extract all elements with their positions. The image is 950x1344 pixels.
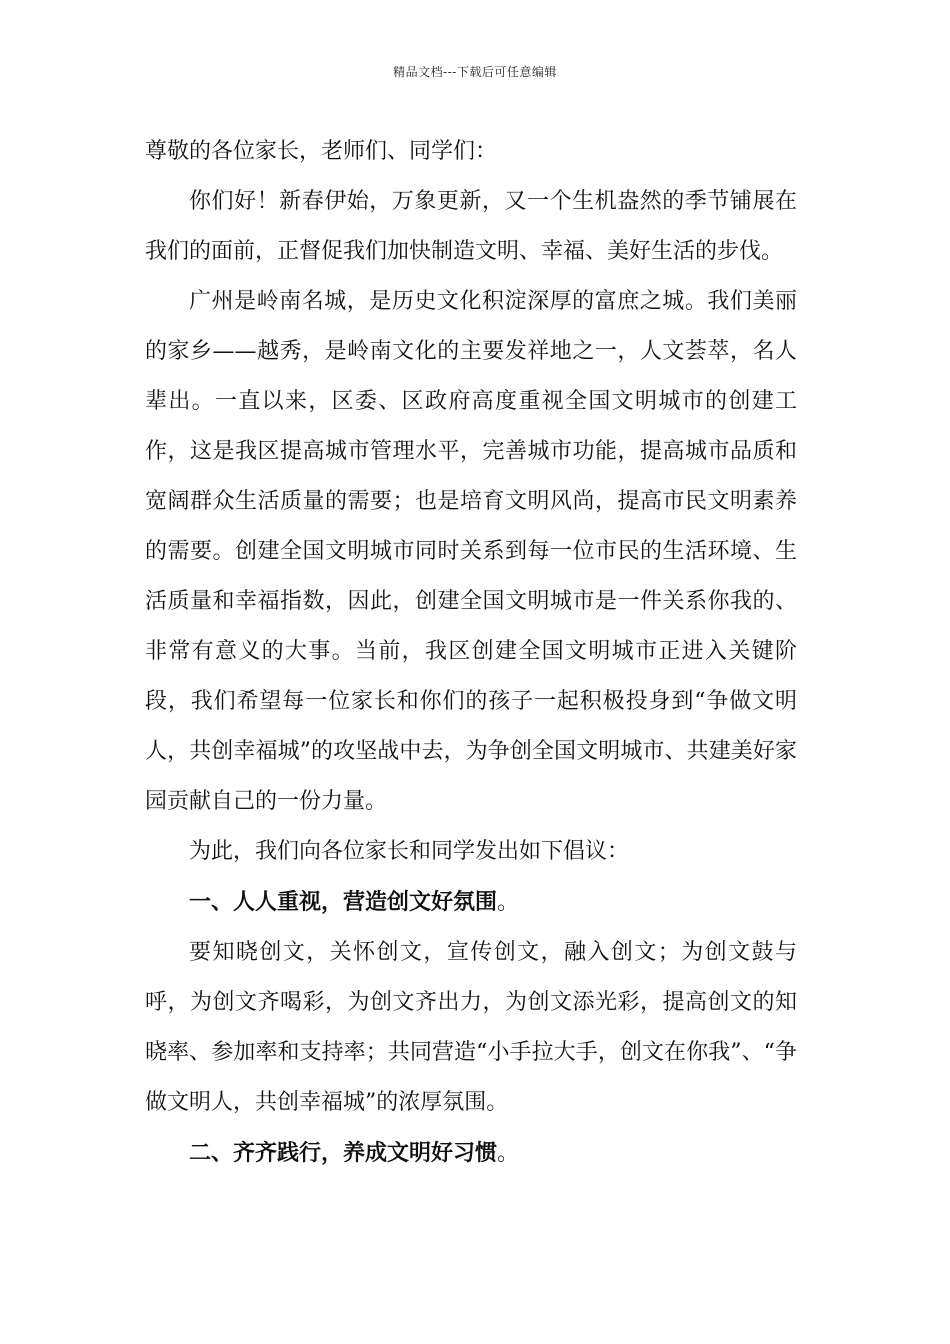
paragraph-guangzhou: 广州是岭南名城，是历史文化积淀深厚的富庶之城。我们美丽的家乡——越秀，是岭南文化的主要发祥地之一，人文荟萃，名人辈出。一直以来，区委、区政府高度重视全国文明城市的创建工作，这是我区提高城市管理水平，完善城市功能，提高城市品质和宽阔群众生活质量的需要；也是培育文明风尚，提高市民文明素养的需要。创建全国文明城市同时关系到每一位市民的生活环境、生活质量和幸福指数，因此，创建全国文明城市是一件关系你我的、非常有意义的大事。当前，我区创建全国文明城市正进入关键阶段，我们希望每一位家长和你们的孩子一起积极投身到“争做文明人，共创幸福城”的攻坚战中去，为争创全国文明城市、共建美好家园贡献自己的一份力量。 xyxy=(145,289,797,814)
paragraph-greeting: 你们好！新春伊始，万象更新，又一个生机盎然的季节铺展在我们的面前，正督促我们加快制造文明、幸福、美好生活的步伐。 xyxy=(145,189,797,264)
section-heading-2 xyxy=(145,1128,797,1179)
paragraph-section-1: 要知晓创文，关怀创文，宣传创文，融入创文；为创文鼓与呼，为创文齐喝彩，为创文齐出力，为创文添光彩，提高创文的知晓率、参加率和支持率；共同营造“小手拉大手，创文在你我”、“争做文明人，共创幸福城”的浓厚氛围。 xyxy=(145,940,797,1115)
section-heading-1-period: 。 xyxy=(497,890,520,915)
section-heading-2-period: 。 xyxy=(497,1141,520,1166)
section-heading-1-text: 一、人人重视，营造创文好氛围 xyxy=(189,889,498,915)
salutation: 尊敬的各位家长，老师们、同学们： xyxy=(145,139,498,164)
paragraph-proposal-intro: 为此，我们向各位家长和同学发出如下倡议： xyxy=(189,839,630,864)
page-header: 精品文档---下载后可任意编辑 xyxy=(393,65,557,79)
section-heading-1 xyxy=(145,877,797,928)
section-heading-2-text: 二、齐齐践行，养成文明好习惯 xyxy=(189,1140,498,1166)
document-body xyxy=(145,127,797,1179)
